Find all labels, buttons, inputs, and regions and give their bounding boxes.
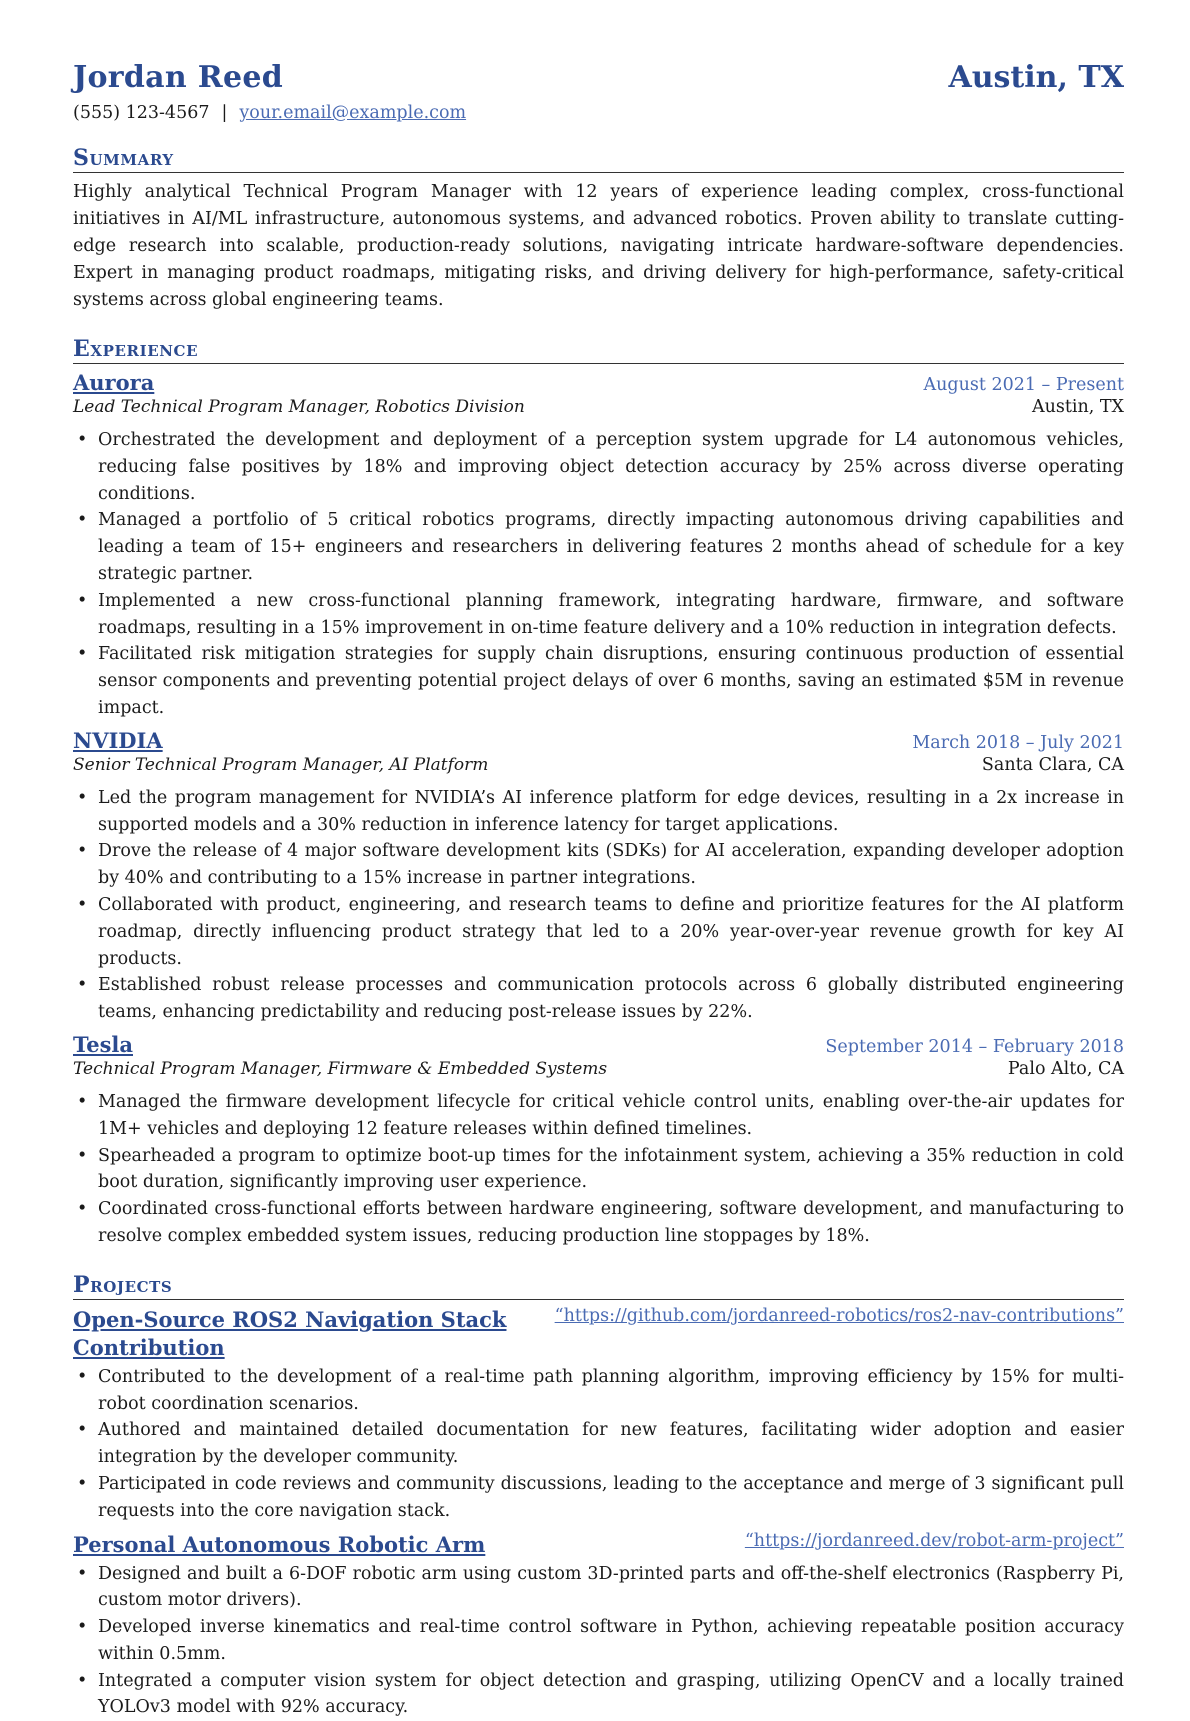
contact-separator: |: [221, 103, 227, 123]
job-bullets: [73, 785, 1124, 1026]
bullet-item: • Spearheaded a program to optimize boot-up times for the infotainment system, achieving a 35% reduction in cold boot duration, significantly improving user experience.: [73, 1143, 1124, 1197]
project-title-link[interactable]: [73, 1306, 506, 1362]
bullet-item: • Implemented a new cross-functional planning framework, integrating hardware, firmware, and software roadmaps, resulting in a 15% improvement in on-time feature delivery and a 10% reduction in integration defects.: [73, 588, 1124, 642]
job-entry-aurora: [73, 370, 1124, 722]
job-title: Technical Program Manager, Firmware & Embedded Systems: [73, 1059, 607, 1079]
phone-number: (555) 123-4567: [73, 103, 209, 123]
bullet-item: • Established robust release processes and communication protocols across 6 globally distributed engineering teams, enhancing predictability and reducing post-release issues by 22%.: [73, 972, 1124, 1026]
company-name[interactable]: Tesla: [73, 1032, 133, 1057]
job-bullets: [73, 427, 1124, 722]
job-dates: September 2014 – February 2018: [825, 1037, 1124, 1057]
bullet-item: • Drove the release of 4 major software development kits (SDKs) for AI acceleration, expanding developer adoption by 40% and contributing to a 15% increase in partner integrations.: [73, 838, 1124, 892]
experience-heading: Experience: [73, 336, 1124, 364]
project-title-line: Open-Source ROS2 Navigation Stack: [73, 1306, 506, 1334]
job-title: Lead Technical Program Manager, Robotics Division: [73, 397, 525, 417]
job-entry-nvidia: [73, 728, 1124, 1026]
project-entry-robotic-arm: [73, 1531, 1124, 1721]
job-dates: August 2021 – Present: [923, 375, 1124, 395]
job-location: Austin, TX: [1032, 397, 1124, 417]
bullet-item: • Developed inverse kinematics and real-time control software in Python, achieving repeatable position accuracy within 0.5mm.: [73, 1614, 1124, 1668]
job-bullets: [73, 1089, 1124, 1250]
email-link[interactable]: your.email@example.com: [239, 103, 466, 123]
project-bullets: [73, 1364, 1124, 1525]
project-title-link[interactable]: Personal Autonomous Robotic Arm: [73, 1531, 485, 1559]
summary-text: Highly analytical Technical Program Manager with 12 years of experience leading complex, cross-functional initiatives in AI/ML infrastructure, autonomous systems, and advanced robotics. Proven ability to translate cutting-edge research into scalable, production-ready solutions, navigating intricate hardware-software dependencies. Expert in managing product roadmaps, mitigating risks, and driving delivery for high-performance, safety-critical systems across global engineering teams.: [73, 179, 1124, 314]
job-location: Palo Alto, CA: [1008, 1059, 1124, 1079]
bullet-item: • Managed a portfolio of 5 critical robotics programs, directly impacting autonomous driving capabilities and leading a team of 15+ engineers and researchers in delivering features 2 months ahead of schedule for a key strategic partner.: [73, 507, 1124, 587]
bullet-item: • Integrated a computer vision system for object detection and grasping, utilizing OpenCV and a locally trained YOLOv3 model with 92% accuracy.: [73, 1668, 1124, 1721]
bullet-item: • Managed the firmware development lifecycle for critical vehicle control units, enabling over-the-air updates for 1M+ vehicles and deploying 12 feature releases within defined timelines.: [73, 1089, 1124, 1143]
bullet-item: • Coordinated cross-functional efforts between hardware engineering, software development, and manufacturing to resolve complex embedded system issues, reducing production line stoppages by 18%.: [73, 1196, 1124, 1250]
bullet-item: • Collaborated with product, engineering, and research teams to define and prioritize features for the AI platform roadmap, directly influencing product strategy that led to a 20% year-over-year revenue growth for key AI products.: [73, 892, 1124, 972]
resume-header: [73, 60, 1124, 95]
project-url-link[interactable]: “https://github.com/jordanreed-robotics/ros2-nav-contributions”: [555, 1306, 1124, 1326]
bullet-item: • Participated in code reviews and community discussions, leading to the acceptance and merge of 3 significant pull requests into the core navigation stack.: [73, 1471, 1124, 1525]
job-location: Santa Clara, CA: [982, 755, 1124, 775]
project-title-line: Contribution: [73, 1334, 506, 1362]
candidate-name: Jordan Reed: [73, 60, 283, 95]
bullet-item: • Designed and built a 6-DOF robotic arm using custom 3D-printed parts and off-the-shelf electronics (Raspberry Pi, custom motor drivers).: [73, 1561, 1124, 1615]
project-bullets: [73, 1561, 1124, 1721]
job-title: Senior Technical Program Manager, AI Platform: [73, 755, 488, 775]
project-entry-ros2: [73, 1306, 1124, 1525]
project-url-link[interactable]: “https://jordanreed.dev/robot-arm-project”: [745, 1531, 1124, 1551]
resume-page: [73, 60, 1124, 1721]
bullet-item: • Contributed to the development of a real-time path planning algorithm, improving efficiency by 15% for multi-robot coordination scenarios.: [73, 1364, 1124, 1418]
bullet-item: • Facilitated risk mitigation strategies for supply chain disruptions, ensuring continuous production of essential sensor components and preventing potential project delays of over 6 months, saving an estimated $5M in revenue impact.: [73, 641, 1124, 721]
bullet-item: • Orchestrated the development and deployment of a perception system upgrade for L4 autonomous vehicles, reducing false positives by 18% and improving object detection accuracy by 25% across diverse operating conditions.: [73, 427, 1124, 507]
company-name[interactable]: Aurora: [73, 370, 154, 395]
contact-line: [73, 103, 1124, 123]
bullet-item: • Led the program management for NVIDIA’s AI inference platform for edge devices, resulting in a 2x increase in supported models and a 30% reduction in inference latency for target applications.: [73, 785, 1124, 839]
candidate-location: Austin, TX: [948, 60, 1124, 95]
job-entry-tesla: [73, 1032, 1124, 1250]
company-name[interactable]: NVIDIA: [73, 728, 163, 753]
job-dates: March 2018 – July 2021: [912, 733, 1124, 753]
summary-heading: Summary: [73, 145, 1124, 173]
bullet-item: • Authored and maintained detailed documentation for new features, facilitating wider adoption and easier integration by the developer community.: [73, 1417, 1124, 1471]
projects-heading: Projects: [73, 1272, 1124, 1300]
